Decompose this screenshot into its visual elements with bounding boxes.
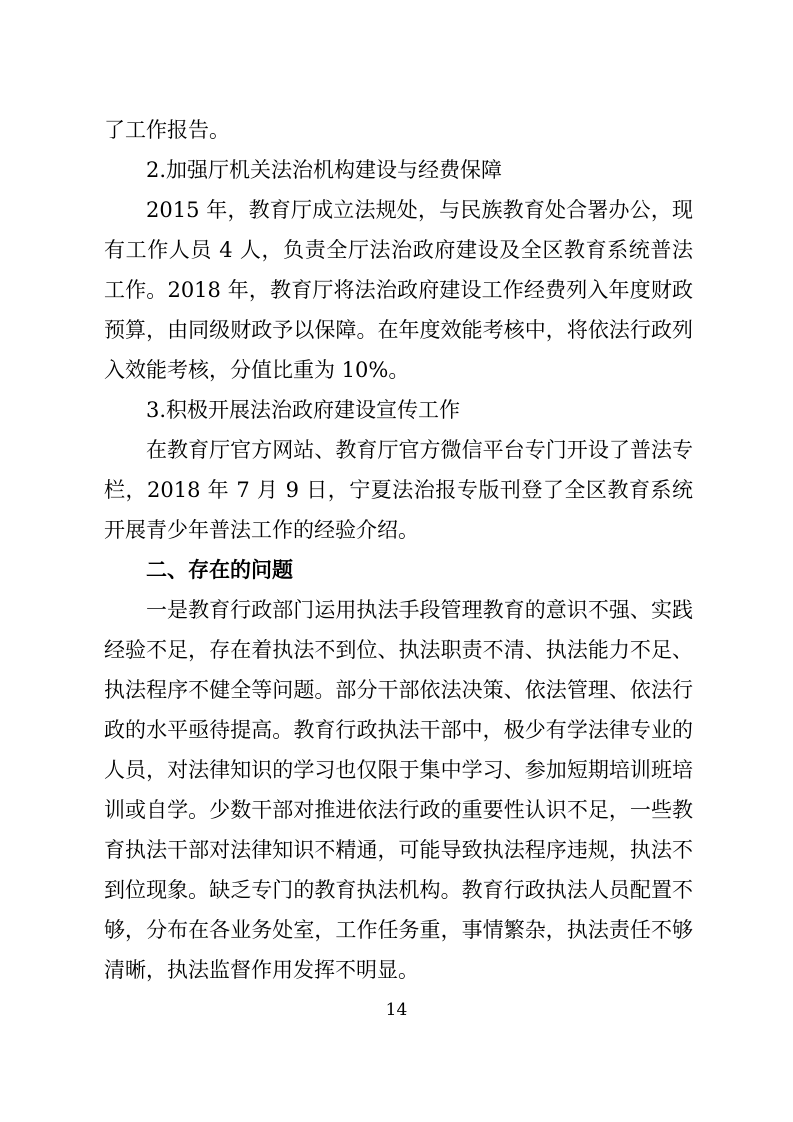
section-heading-problems: 二、存在的问题 bbox=[146, 558, 293, 582]
body-paragraph-1: 2015 年，教育厅成立法规处，与民族教育处合署办公，现有工作人员 4 人，负责全厅法治政府建设及全区教育系统普法工作。2018 年，教育厅将法治政府建设工作经费列入年度财政预算，由同级财政予以保障。在年度效能考核中，将依法行政列入效能考核，分值比重为 10%。 bbox=[104, 198, 693, 382]
document-body bbox=[104, 110, 693, 990]
subheading-item-3: 3.积极开展法治政府建设宣传工作 bbox=[146, 398, 461, 422]
paragraph-continuation: 了工作报告。 bbox=[104, 118, 230, 142]
page-footer bbox=[0, 998, 793, 1022]
body-paragraph-2: 在教育厅官方网站、教育厅官方微信平台专门开设了普法专栏，2018 年 7 月 9 日，宁夏法治报专版刊登了全区教育系统开展青少年普法工作的经验介绍。 bbox=[104, 438, 693, 542]
page-number: 14 bbox=[385, 1000, 408, 1020]
subheading-item-2: 2.加强厅机关法治机构建设与经费保障 bbox=[146, 158, 503, 182]
body-paragraph-3: 一是教育行政部门运用执法手段管理教育的意识不强、实践经验不足，存在着执法不到位、执法职责不清、执法能力不足、执法程序不健全等问题。部分干部依法决策、依法管理、依法行政的水平亟待提高。教育行政执法干部中，极少有学法律专业的人员，对法律知识的学习也仅限于集中学习、参加短期培训班培训或自学。少数干部对推进依法行政的重要性认识不足，一些教育执法干部对法律知识不精通，可能导致执法程序违规，执法不到位现象。缺乏专门的教育执法机构。教育行政执法人员配置不够，分布在各业务处室，工作任务重，事情繁杂，执法责任不够清晰，执法监督作用发挥不明显。 bbox=[104, 598, 693, 982]
